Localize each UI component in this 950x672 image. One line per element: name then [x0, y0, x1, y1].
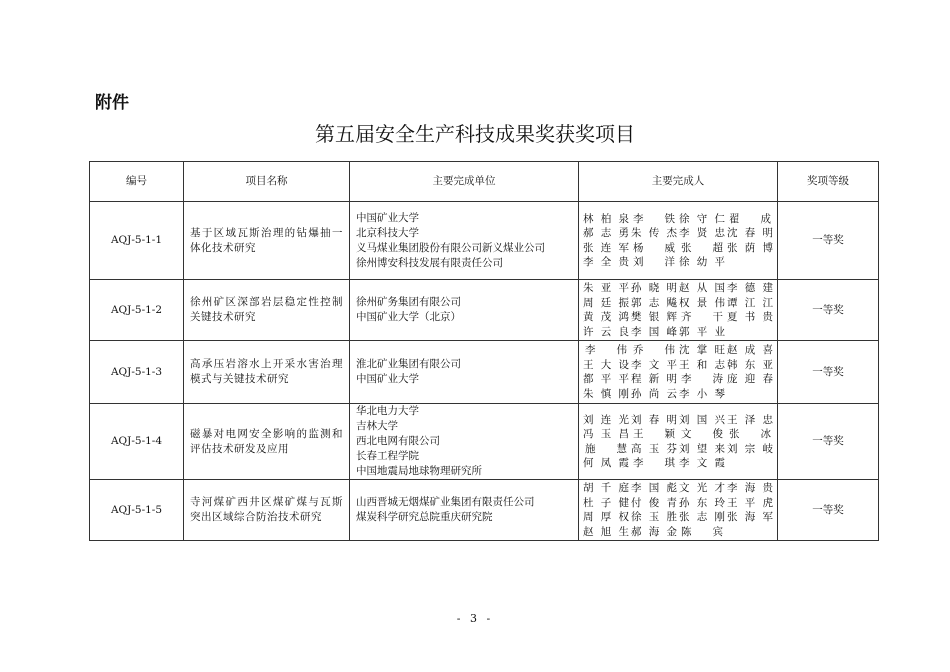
person-name: 黄茂鸿: [583, 311, 629, 323]
person-name: 张冰: [729, 428, 771, 440]
person-name: 刘洋: [633, 256, 675, 268]
unit-name: 徐州博安科技发展有限责任公司: [356, 256, 503, 269]
completing-units: [350, 341, 579, 404]
person-name: 杜子健: [583, 496, 629, 509]
person-name: 何凤霞: [583, 457, 629, 469]
person-name: 都平平: [583, 373, 629, 385]
table-header-row: [90, 162, 879, 202]
person-name: 王大设: [583, 358, 629, 371]
document-title: 第五届安全生产科技成果奖获奖项目: [315, 122, 635, 146]
person-name: 孙尚云: [631, 387, 677, 400]
person-name: 李文霞: [679, 457, 725, 469]
table-row: [90, 341, 879, 404]
person-name: 韩东亚: [727, 358, 773, 371]
person-name: 郭志飚: [631, 296, 677, 309]
unit-name: 煤炭科学研究总院重庆研究院: [356, 511, 493, 523]
unit-name: 中国矿业大学（北京）: [356, 311, 461, 323]
person-name: 李国彪: [631, 482, 677, 494]
award-level: 一等奖: [778, 280, 879, 341]
table-row: [90, 404, 879, 480]
person-name: 刘国兴: [679, 413, 725, 426]
completing-people: [579, 280, 778, 341]
person-name: 陈宾: [681, 525, 723, 538]
unit-name: 义马煤业集团股份有限公司新义煤业公司: [356, 241, 545, 254]
award-level: 一等奖: [778, 341, 879, 404]
person-name: 樊银辉: [631, 311, 677, 323]
project-code: AQJ-5-1-3: [90, 341, 184, 404]
person-name: 徐幼平: [679, 256, 725, 268]
completing-people: [579, 202, 778, 280]
unit-name: 吉林大学: [356, 420, 398, 432]
person-name: 郝海金: [631, 525, 677, 538]
person-name: 朱慎刚: [583, 387, 629, 400]
person-name: 齐干: [681, 311, 723, 323]
person-name: 李全贵: [583, 256, 629, 268]
person-name: 王泽忠: [727, 413, 773, 426]
person-name: 李国峰: [631, 325, 677, 338]
unit-name: 中国矿业大学: [356, 373, 419, 385]
person-name: 郭平业: [679, 325, 725, 338]
unit-name: 中国地震局地球物理研究所: [356, 465, 482, 477]
unit-name: 中国矿业大学: [356, 211, 419, 224]
person-name: 徐玉胜: [631, 511, 677, 523]
project-code: AQJ-5-1-1: [90, 202, 184, 280]
person-name: 林柏泉: [583, 212, 629, 225]
person-name: 许云良: [583, 325, 629, 338]
person-name: 张超: [681, 241, 723, 254]
person-name: 孙东玲: [679, 496, 725, 509]
attachment-label: 附件: [95, 93, 129, 113]
project-name: 磁暴对电网安全影响的监测和评估技术研发及应用: [184, 404, 350, 480]
person-name: 杨威: [633, 241, 675, 254]
person-name: 王和志: [679, 358, 725, 371]
person-name: 李铁: [633, 212, 675, 225]
person-name: 赵成喜: [727, 344, 773, 356]
person-name: 乔伟: [633, 344, 675, 356]
person-name: 朱亚平: [583, 282, 629, 294]
unit-name: 山西晋城无烟煤矿业集团有限责任公司: [356, 496, 535, 508]
unit-name: 长春工程学院: [356, 450, 419, 462]
person-name: 刘连光: [583, 413, 629, 426]
unit-name: 徐州矿务集团有限公司: [356, 296, 461, 308]
person-name: 程新明: [631, 373, 677, 385]
person-name: 李琪: [633, 457, 675, 469]
awards-table: [89, 161, 879, 541]
unit-name: 淮北矿业集团有限公司: [356, 358, 461, 370]
completing-people: [579, 341, 778, 404]
person-name: 谭江江: [727, 296, 773, 309]
person-name: 李小琴: [679, 387, 725, 400]
person-name: 刘望来: [679, 442, 725, 455]
project-name: 徐州矿区深部岩层稳定性控制关键技术研究: [184, 280, 350, 341]
column-header-people: 主要完成人: [579, 162, 778, 202]
person-name: 庞迎春: [727, 373, 773, 385]
completing-people: [579, 404, 778, 480]
person-name: 赵从国: [679, 282, 725, 294]
person-name: 李伟: [585, 344, 627, 356]
project-name: 基于区域瓦斯治理的钻爆抽一体化技术研究: [184, 202, 350, 280]
person-name: 李德建: [727, 282, 773, 294]
completing-units: [350, 480, 579, 541]
person-name: 冯玉昌: [583, 428, 629, 440]
table-row: [90, 480, 879, 541]
person-name: 赵旭生: [583, 525, 629, 538]
person-name: 李文平: [631, 358, 677, 371]
column-header-project-name: 项目名称: [184, 162, 350, 202]
person-name: 高玉芬: [631, 442, 677, 455]
person-name: 文俊: [681, 428, 723, 440]
completing-units: [350, 404, 579, 480]
person-name: 翟成: [729, 212, 771, 225]
person-name: 张连军: [583, 241, 629, 254]
column-header-units: 主要完成单位: [350, 162, 579, 202]
project-name: 寺河煤矿西井区煤矿煤与瓦斯突出区域综合防治技术研究: [184, 480, 350, 541]
person-name: 李涛: [681, 373, 723, 385]
person-name: 胡千庭: [583, 482, 629, 494]
project-code: AQJ-5-1-2: [90, 280, 184, 341]
person-name: 张志刚: [679, 511, 725, 523]
person-name: 文光才: [679, 482, 725, 494]
person-name: 张海军: [727, 511, 773, 523]
column-header-level: 奖项等级: [778, 162, 879, 202]
completing-units: [350, 202, 579, 280]
person-name: 朱传杰: [631, 227, 677, 239]
award-level: 一等奖: [778, 480, 879, 541]
person-name: 沈春明: [727, 227, 773, 239]
person-name: 夏书贵: [727, 311, 773, 323]
project-code: AQJ-5-1-5: [90, 480, 184, 541]
project-code: AQJ-5-1-4: [90, 404, 184, 480]
table-row: [90, 202, 879, 280]
person-name: 周厚权: [583, 511, 629, 523]
unit-name: 西北电网有限公司: [356, 435, 440, 447]
person-name: 郝志勇: [583, 227, 629, 239]
person-name: 李贤忠: [679, 227, 725, 239]
unit-name: 华北电力大学: [356, 405, 419, 417]
award-level: 一等奖: [778, 202, 879, 280]
person-name: 沈掌旺: [679, 344, 725, 356]
unit-name: 北京科技大学: [356, 226, 419, 239]
project-name: 高承压岩溶水上开采水害治理模式与关键技术研究: [184, 341, 350, 404]
person-name: 孙晓明: [631, 282, 677, 294]
person-name: 付俊青: [631, 496, 677, 509]
person-name: 周廷振: [583, 296, 629, 309]
person-name: 张荫博: [727, 241, 773, 254]
completing-units: [350, 280, 579, 341]
table-row: [90, 280, 879, 341]
person-name: 王平虎: [727, 496, 773, 509]
column-header-code: 编号: [90, 162, 184, 202]
person-name: 王颖: [633, 428, 675, 440]
person-name: 权景伟: [679, 296, 725, 309]
person-name: 李海贵: [727, 482, 773, 494]
person-name: 刘春明: [631, 413, 677, 426]
person-name: 刘宗岐: [727, 442, 773, 455]
person-name: 徐守仁: [679, 212, 725, 225]
completing-people: [579, 480, 778, 541]
person-name: 施慧: [585, 442, 627, 455]
page-number: - 3 -: [456, 612, 494, 625]
award-level: 一等奖: [778, 404, 879, 480]
